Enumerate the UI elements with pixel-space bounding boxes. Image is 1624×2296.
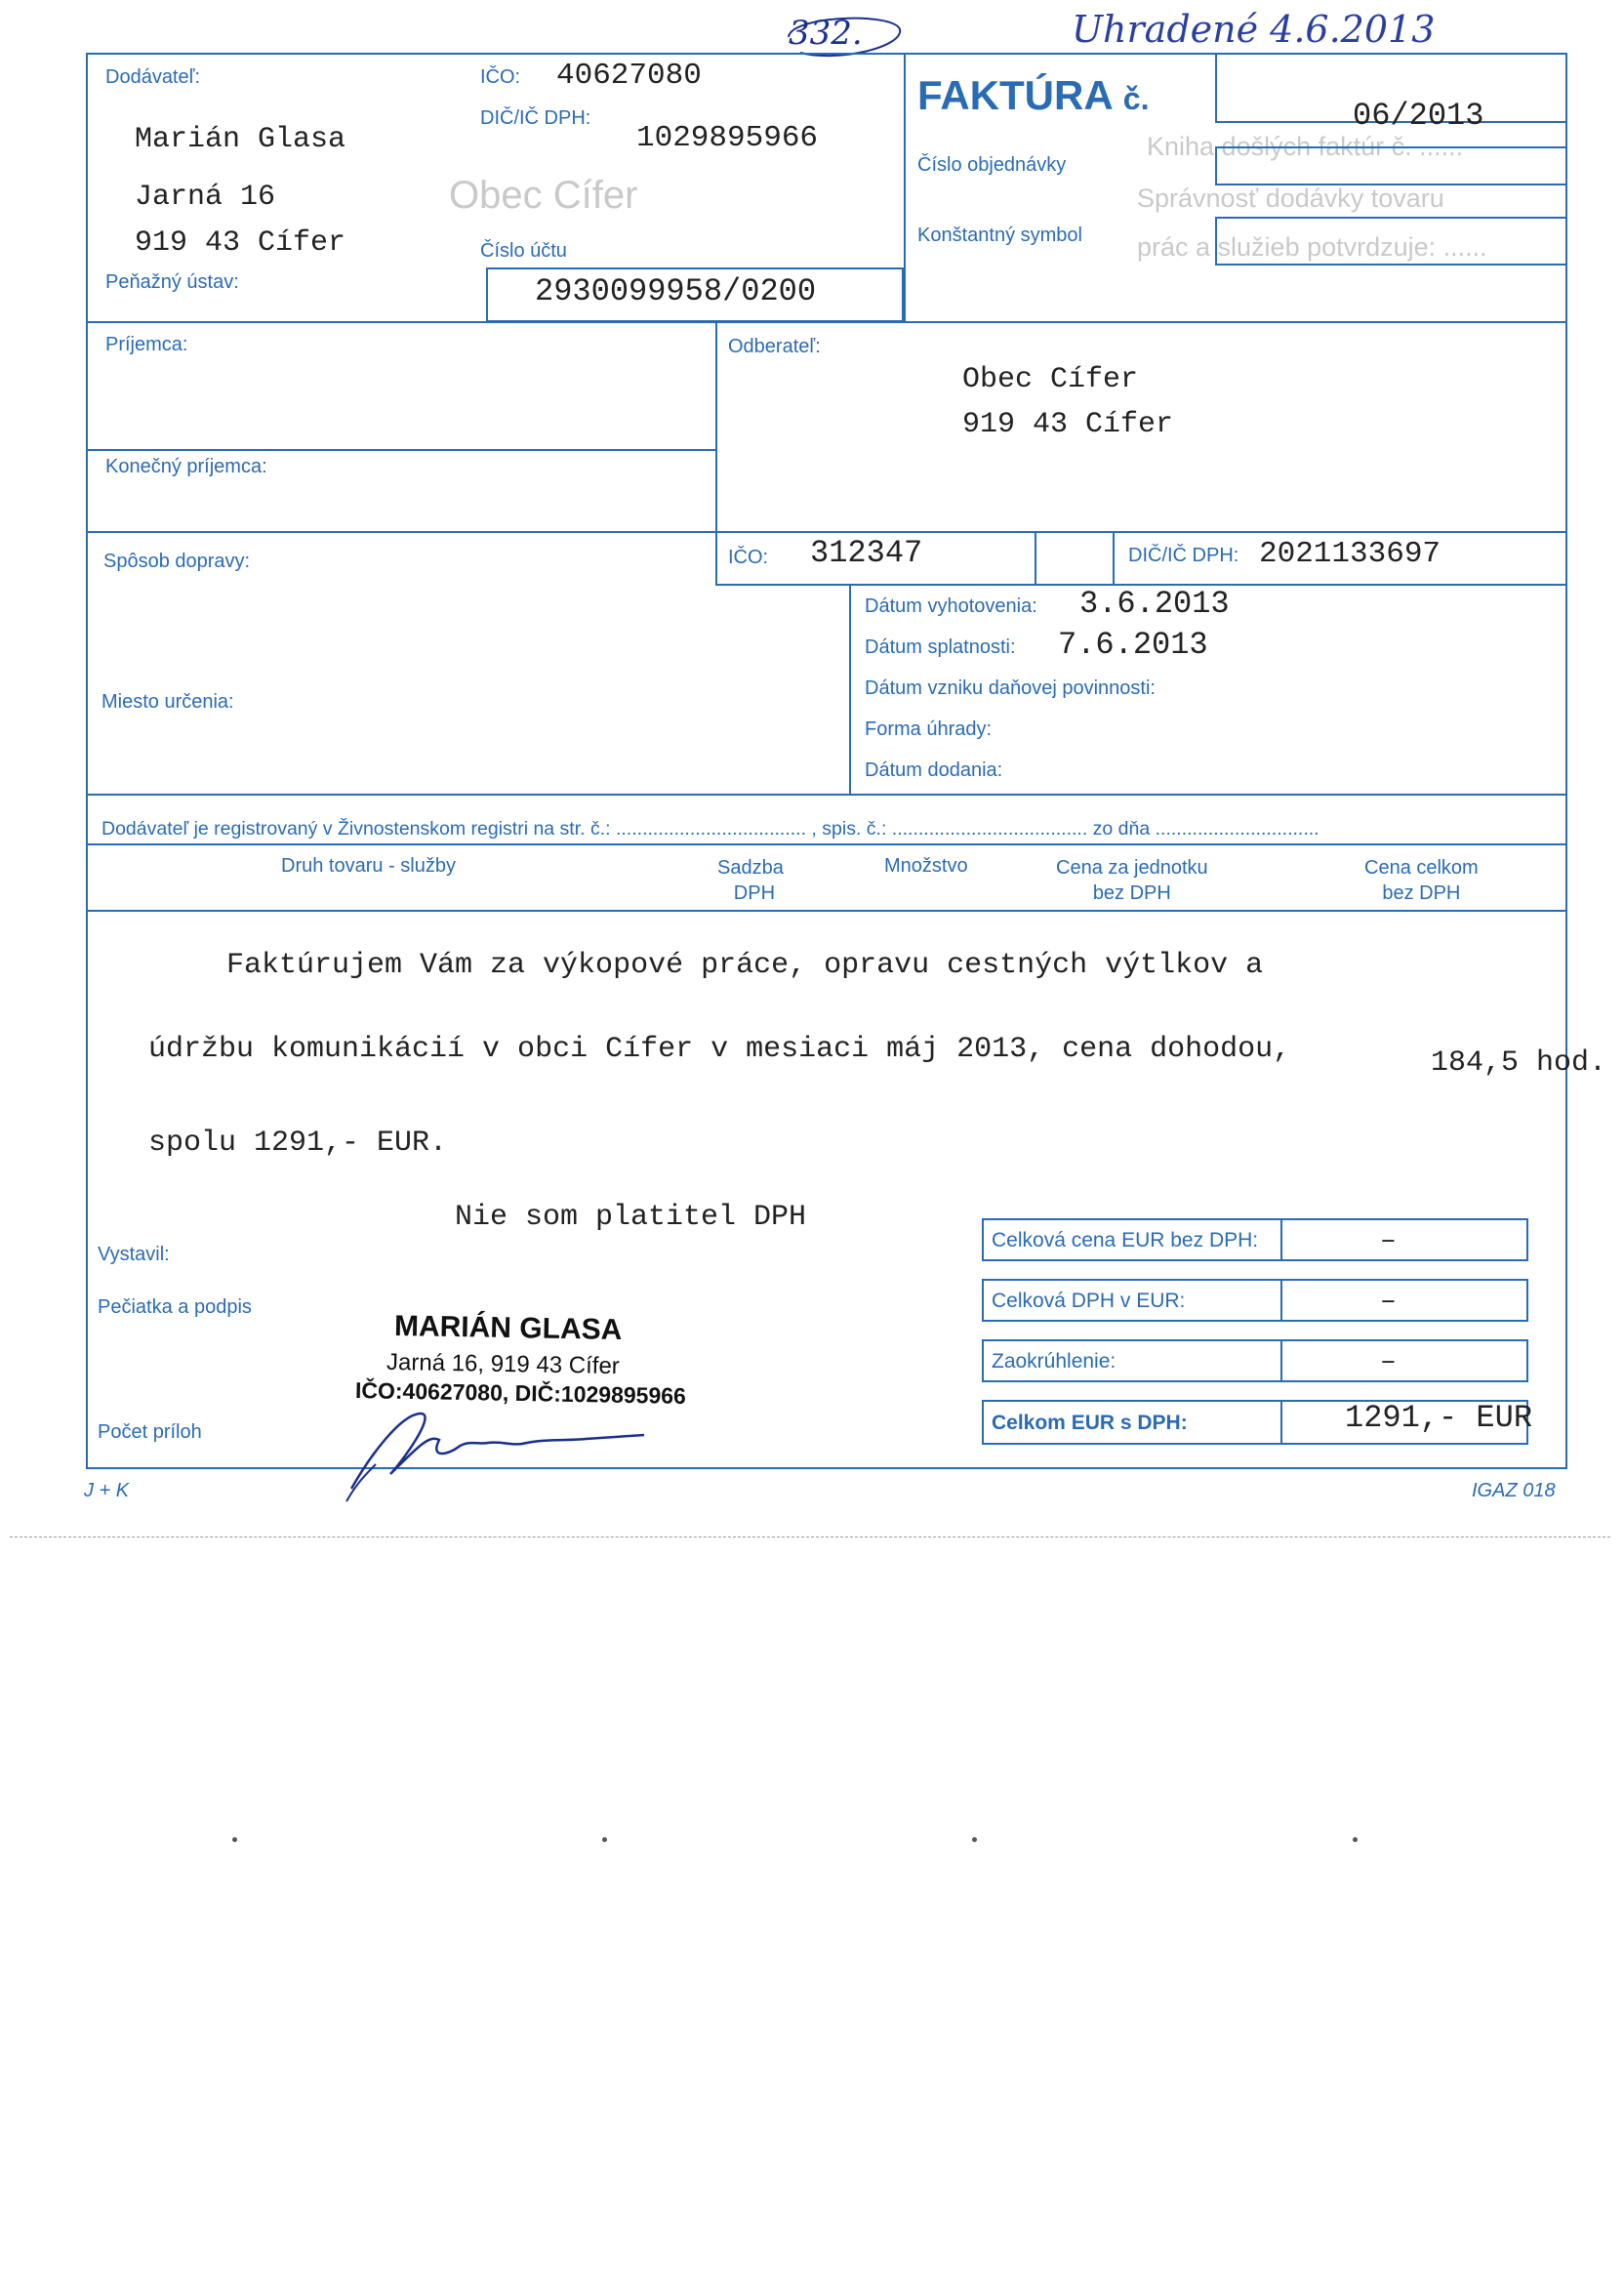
- signature-icon: [332, 1396, 664, 1503]
- body-line-2: údržbu komunikácií v obci Cífer v mesiaci máj 2013, cena dohodou,: [148, 1033, 1291, 1066]
- handwritten-number: 332.: [789, 14, 863, 53]
- body-line-4: Nie som platitel DPH: [455, 1201, 807, 1234]
- ghost-text: Kniha došlých faktúr č. ......: [1147, 132, 1464, 161]
- supplier-city: 919 43 Cífer: [135, 226, 346, 260]
- delivery-date-label: Dátum dodania:: [865, 759, 1003, 781]
- body-line-2-hours: 184,5 hod.: [1431, 1046, 1607, 1080]
- rounding-label: Zaokrúhlenie:: [992, 1350, 1116, 1373]
- issue-date: 3.6.2013: [1079, 586, 1230, 622]
- constant-symbol-box: [1215, 217, 1567, 266]
- left-code: J + K: [84, 1480, 130, 1501]
- rounding-value: –: [1380, 1347, 1397, 1377]
- grand-total-label: Celkom EUR s DPH:: [992, 1412, 1188, 1434]
- customer-ico: 312347: [810, 535, 923, 571]
- grand-total-value: 1291,- EUR: [1345, 1400, 1533, 1436]
- supplier-label: Dodávateľ:: [105, 66, 201, 88]
- total-without-vat-value: –: [1380, 1226, 1397, 1256]
- punch-mark: [602, 1837, 607, 1842]
- total-vat-value: –: [1380, 1287, 1397, 1317]
- ghost-text: Správnosť dodávky tovaru: [1137, 184, 1444, 213]
- order-number-label: Číslo objednávky: [917, 154, 1067, 176]
- total-vat-label: Celková DPH v EUR:: [992, 1290, 1186, 1312]
- body-line-1: Faktúrujem Vám za výkopové práce, opravu cestných výtlkov a: [226, 949, 1264, 982]
- body-line-3: spolu 1291,- EUR.: [148, 1127, 448, 1160]
- col-vat-rate-header: Sadzba DPH: [717, 857, 784, 904]
- customer-label: Odberateľ:: [728, 336, 821, 357]
- ghost-text: Obec Cífer: [449, 174, 638, 217]
- due-date-label: Dátum splatnosti:: [865, 636, 1016, 658]
- stamp-ids: IČO:40627080, DIČ:1029895966: [354, 1377, 687, 1409]
- col-unit-price-header: Cena za jednotku bez DPH: [1056, 857, 1208, 904]
- ghost-text: prác a služieb potvrdzuje: ......: [1137, 232, 1487, 262]
- customer-dic: 2021133697: [1259, 537, 1441, 571]
- attachments-label: Počet príloh: [98, 1421, 202, 1443]
- total-without-vat-label: Celková cena EUR bez DPH:: [992, 1229, 1259, 1251]
- payment-form-label: Forma úhrady:: [865, 718, 993, 740]
- col-goods-header: Druh tovaru - služby: [281, 855, 456, 877]
- stamp-name: MARIÁN GLASA: [393, 1309, 623, 1347]
- scan-edge-line: [10, 1537, 1610, 1538]
- customer-dic-label: DIČ/IČ DPH:: [1128, 545, 1239, 566]
- supplier-dic: 1029895966: [636, 121, 819, 155]
- destination-label: Miesto určenia:: [102, 691, 234, 713]
- invoice-title: FAKTÚRA č.: [917, 72, 1150, 118]
- order-number-box: [1215, 146, 1567, 185]
- stamp-address: Jarná 16, 919 43 Cífer: [386, 1348, 621, 1380]
- supplier-dic-label: DIČ/IČ DPH:: [480, 107, 591, 129]
- final-recipient-label: Konečný príjemca:: [105, 456, 267, 477]
- issued-by-label: Vystavil:: [98, 1244, 170, 1265]
- punch-mark: [1353, 1837, 1358, 1842]
- customer-city: 919 43 Cífer: [962, 408, 1174, 441]
- supplier-ico-label: IČO:: [480, 66, 521, 88]
- bank-label: Peňažný ústav:: [105, 271, 239, 293]
- col-total-price-header: Cena celkom bez DPH: [1364, 857, 1479, 904]
- customer-name: Obec Cífer: [962, 363, 1139, 396]
- customer-ico-label: IČO:: [728, 547, 769, 568]
- tax-date-label: Dátum vzniku daňovej povinnosti:: [865, 677, 1156, 699]
- invoice-number: 06/2013: [1353, 98, 1484, 134]
- supplier-ico: 40627080: [556, 59, 702, 93]
- col-quantity-header: Množstvo: [884, 855, 968, 877]
- right-code: IGAZ 018: [1472, 1480, 1556, 1501]
- account-number: 2930099958/0200: [535, 273, 817, 309]
- supplier-street: Jarná 16: [135, 181, 276, 214]
- due-date: 7.6.2013: [1058, 627, 1208, 663]
- punch-mark: [232, 1837, 237, 1842]
- issue-date-label: Dátum vyhotovenia:: [865, 595, 1037, 617]
- recipient-label: Príjemca:: [105, 334, 188, 355]
- constant-symbol-label: Konštantný symbol: [917, 225, 1082, 246]
- registry-line: Dodávateľ je registrovaný v Živnostenskom registri na str. č.: .................................... , spis. č.: ..................................... zo dňa ...............................: [102, 818, 1320, 840]
- stamp-signature-label: Pečiatka a podpis: [98, 1296, 252, 1318]
- supplier-name: Marián Glasa: [135, 123, 346, 156]
- transport-method-label: Spôsob dopravy:: [103, 551, 251, 572]
- account-label: Číslo účtu: [480, 240, 567, 262]
- paid-note: Uhradené 4.6.2013: [1072, 8, 1436, 51]
- punch-mark: [972, 1837, 977, 1842]
